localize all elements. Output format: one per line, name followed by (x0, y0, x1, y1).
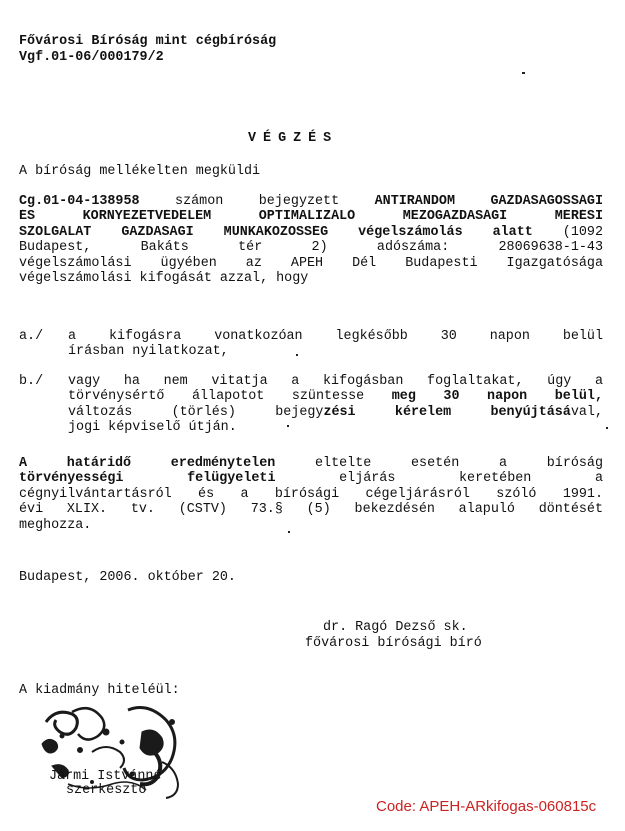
intro-text: A bíróság mellékelten megküldi (19, 164, 261, 179)
text-segment: meg 30 napon belül, (391, 389, 603, 405)
item-b-line (68, 420, 603, 435)
paragraph-1 (19, 194, 603, 286)
paragraph-1-line (19, 194, 603, 209)
scan-speck (522, 72, 525, 74)
document-code-label: Code: APEH-ARkifogas-060815c (376, 798, 597, 815)
text-segment: zési kérelem benyújtásá (323, 404, 571, 420)
text-segment: törvényességi felügyeleti (19, 471, 276, 487)
scan-speck (296, 354, 298, 356)
paragraph-2-line (19, 487, 603, 502)
paragraph-2-line (19, 502, 603, 517)
paragraph-2-line (19, 456, 603, 471)
scan-speck (606, 427, 608, 429)
text-segment: végelszámolási ügyében az APEH Dél Budapesti Igazgatósága (19, 255, 603, 271)
text-segment: Budapest, Bakáts tér 2) adószáma: 28069638-1-43 (19, 240, 603, 256)
paragraph-1-line (19, 240, 603, 255)
item-a-text (68, 329, 603, 360)
paragraph-2-line (19, 518, 603, 533)
item-b-text (68, 374, 603, 436)
certification-label: A kiadmány hiteléül: (19, 683, 180, 698)
item-a-label: a./ (19, 329, 44, 344)
paragraph-1-line (19, 209, 603, 224)
text-segment: val, (570, 404, 603, 420)
text-segment: végelszámolási kifogását azzal, hogy (19, 270, 309, 286)
document-date: Budapest, 2006. október 20. (19, 570, 236, 585)
text-segment: ANTIRANDOM GAZDASÁGOSSÁGI (374, 194, 603, 209)
text-segment: A határidő eredménytelen (19, 456, 276, 471)
text-segment: Cg.01-04-138958 (19, 194, 140, 209)
item-b-line (68, 389, 603, 404)
text-segment: jogi képviselő útján. (68, 420, 237, 436)
clerk-role: szerkesztő (66, 783, 147, 798)
text-segment: meghozza. (19, 517, 92, 533)
item-b-line (68, 405, 603, 420)
paragraph-1-line (19, 256, 603, 271)
text-segment: eljárás keretében a (275, 471, 603, 487)
judge-name: dr. Ragó Dezső sk. (323, 620, 468, 635)
text-segment: vagy ha nem vitatja a kifogásban foglaltakat, úgy a (68, 374, 603, 389)
paragraph-2-line (19, 471, 603, 486)
judge-role: fővárosi bírósági bíró (305, 636, 482, 651)
text-segment: (1092 (532, 224, 603, 240)
item-b-line (68, 374, 603, 389)
case-number: Vgf.01-06/000179/2 (19, 50, 164, 65)
item-b-label: b./ (19, 374, 44, 389)
text-segment: számon bejegyzett (139, 194, 375, 209)
document-title: VÉGZÉS (248, 131, 339, 146)
paragraph-2 (19, 456, 603, 533)
court-name: Fővárosi Bíróság mint cégbíróság (19, 34, 277, 49)
text-segment: ÉS KÖRNYEZETVÉDELEM OPTIMALIZÁLÓ MEZŐGAZDASÁGI MÉRÉSI (19, 209, 603, 225)
scan-speck (287, 425, 289, 427)
text-segment: SZOLGÁLAT GAZDASÁGI MUNKAKÖZÖSSÉG végelszámolás alatt (19, 224, 533, 240)
text-segment: évi XLIX. tv. (CSTV) 73.§ (5) bekezdésén alapuló döntését (19, 502, 603, 518)
text-segment: törvénysértő állapotot szüntesse (68, 389, 392, 405)
text-segment: cégnyilvántartásról és a bírósági cégeljárásról szóló 1991. (19, 486, 603, 502)
scan-speck (288, 531, 290, 533)
text-segment: eltelte esetén a bíróság (275, 456, 603, 471)
paragraph-1-line (19, 271, 603, 286)
text-segment: változás (törlés) bejegy (68, 404, 324, 420)
item-a-line: írásban nyilatkozat, (68, 344, 229, 360)
paragraph-1-line (19, 225, 603, 240)
clerk-name: Jármi Istvánné (49, 769, 162, 784)
item-a-line: a kifogásra vonatkozóan legkésőbb 30 napon belül (68, 329, 603, 344)
